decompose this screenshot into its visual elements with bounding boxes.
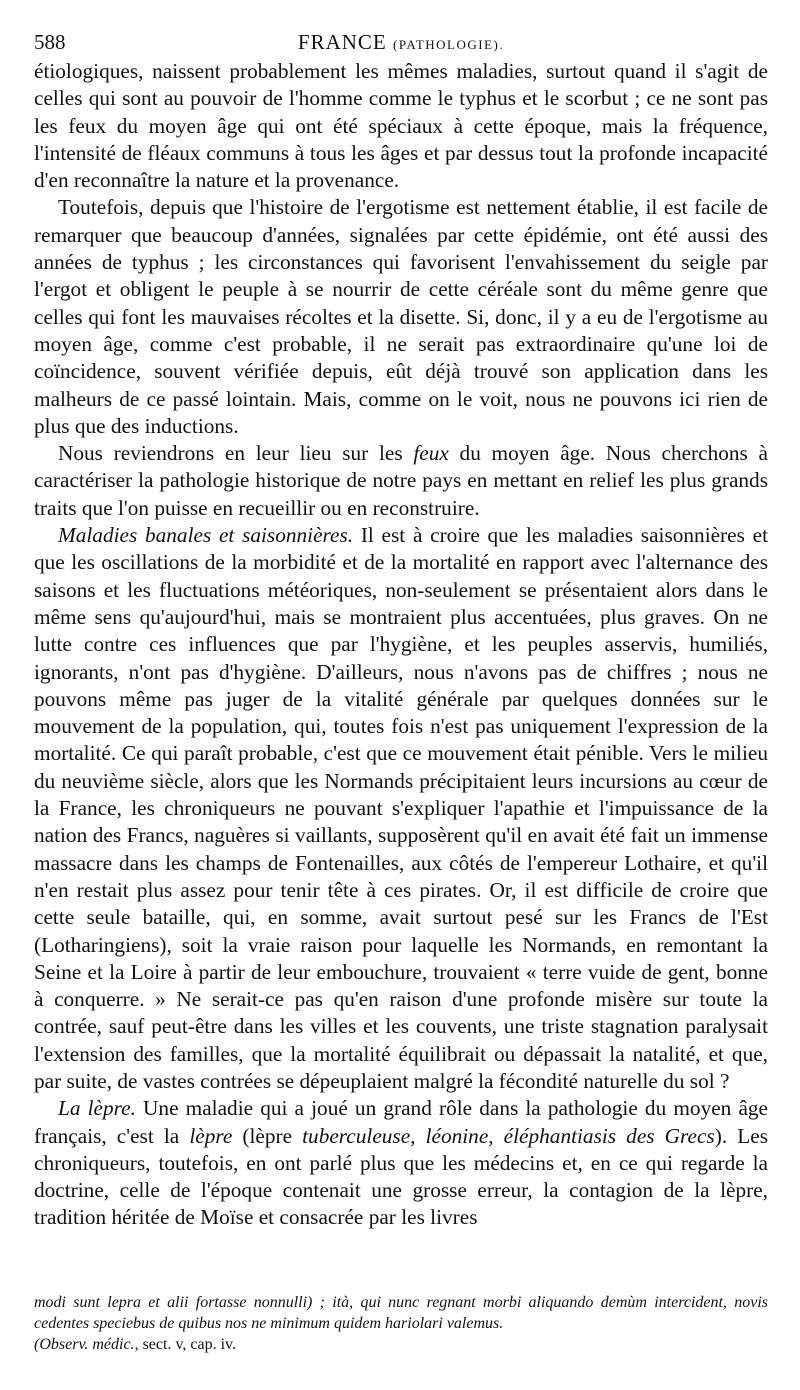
running-header <box>34 24 768 58</box>
section-heading-maladies: Maladies banales et saisonnières. <box>58 523 354 548</box>
paragraph-3-text-a: Nous reviendrons en leur lieu sur les <box>58 441 414 466</box>
section-heading-lepre: La lèpre. <box>58 1096 136 1121</box>
paragraph-5 <box>34 1095 768 1231</box>
running-title-sub: (PATHOLOGIE). <box>393 37 505 52</box>
page <box>34 24 768 1232</box>
paragraph-5-italic-lepre: lèpre <box>189 1123 233 1148</box>
body-text <box>34 58 768 1232</box>
paragraph-2: Toutefois, depuis que l'histoire de l'ergotisme est nettement établie, il est facile de remarquer que beaucoup d'années, signalées par cette épidémie, ont été aussi des années de typhus ; les circonstances qui favorisent l'envahissement du seigle par l'ergot et obligent le peuple à se nourrir de cette céréale sont du même genre que celles qui font les mauvaises récoltes et la disette. Si, donc, il y a eu de l'ergotisme au moyen âge, comme c'est probable, il ne serait pas extraordinaire qu'une loi de coïncidence, souvent vérifiée depuis, eût déjà trouvé son application dans les malheurs de ce passé lointain. Mais, comme on le voit, nous ne pouvons ici rien de plus que des inductions. <box>34 195 768 438</box>
paragraph-3-text-b: du moyen âge. Nous cherchons à caractériser la pathologie historique de notre pays en mettant en relief les plus grands traits que l'on puisse en recueillir ou en reconstruire. <box>34 441 768 520</box>
paragraph-3-italic: feux <box>413 441 449 466</box>
paragraph-4-text: Il est à croire que les maladies saisonnières et que les oscillations de la morbidité et de la mortalité en rapport avec l'alternance des saisons et les fluctuations météoriques, non-seulement se présentaient alors dans le même sens qu'aujourd'hui, mais se montraient plus accentuées, plus graves. On ne lutte contre ces influences que par l'hygiène, et les peuples asservis, humiliés, ignorants, n'ont pas d'hygiène. D'ailleurs, nous n'avons pas de chiffres ; nous ne pouvons même pas juger de la vitalité générale par quelques données sur le mouvement de la population, qui, toutes fois n'est pas uniquement l'expression de la mortalité. Ce qui paraît probable, c'est que ce mouvement était pénible. Vers le milieu du neuvième siècle, alors que les Normands précipitaient leurs incursions au cœur de la France, les chroniqueurs ne pouvant s'expliquer l'apathie et l'impuissance de la nation des Francs, naguères si vaillants, supposèrent qu'il en avait été fait un immense massacre dans les champs de Fontenailles, aux côtés de l'empereur Lothaire, et qu'il n'en restait plus assez pour tenir tête à ces pirates. Or, il est difficile de croire que cette seule bataille, qui, en somme, avait surtout pesé sur les Francs de l'Est (Lotharingiens), soit la vraie raison pour laquelle les Normands, en remontant la Seine et la Loire à partir de leur embouchure, trouvaient « terre vuide de gent, bonne à conquerre. » Ne serait-ce pas qu'en raison d'une profonde misère sur toute la contrée, sauf peut-être dans les villes et les couvents, une triste stagnation paralysait l'extension des familles, que la mortalité équilibrait ou dépassait la natalité, et que, par suite, de vastes contrées se dépeuplaient malgré la fécondité naturelle du sol ? <box>34 523 768 1093</box>
page-number: 588 <box>34 30 66 54</box>
footnote-text: modi sunt lepra et alii fortasse nonnulli) ; ità, qui nunc regnant morbi aliquando demùm intercident, novis cedentes speciebus de quibus nos ne minimum quidem hariolari valemus. <box>34 1294 768 1332</box>
running-title <box>34 30 768 55</box>
paragraph-3 <box>34 440 768 522</box>
footnote-citation-ref: , sect. v, cap. iv. <box>134 1336 237 1353</box>
paragraph-4 <box>34 522 768 1095</box>
paragraph-5-text-b: (lèpre <box>232 1123 303 1148</box>
footnote <box>34 1292 768 1355</box>
paragraph-5-text-a: Une maladie qui a joué un grand rôle dans la pathologie du moyen âge français, c'est la <box>34 1096 768 1148</box>
footnote-citation-title: (Observ. médic. <box>34 1336 135 1353</box>
running-title-main: FRANCE <box>297 30 387 54</box>
paragraph-5-text-c: ). Les chroniqueurs, toutefois, en ont parlé plus que les médecins et, en ce qui regarde la doctrine, celle de l'époque contenait une grosse erreur, la contagion de la lèpre, tradition héritée de Moïse et consacrée par les livres <box>34 1123 768 1230</box>
paragraph-5-italic-types: tuberculeuse, léonine, éléphantiasis des Grecs <box>302 1123 715 1148</box>
paragraph-1: étiologiques, naissent probablement les mêmes maladies, surtout quand il s'agit de celles qui sont au pouvoir de l'homme comme le typhus et le scorbut ; ce ne sont pas les feux du moyen âge qui ont été spéciaux à cette époque, mais la fréquence, l'intensité de fléaux communs à tous les âges et par dessus tout la profonde incapacité d'en reconnaître la nature et la provenance. <box>34 59 768 193</box>
